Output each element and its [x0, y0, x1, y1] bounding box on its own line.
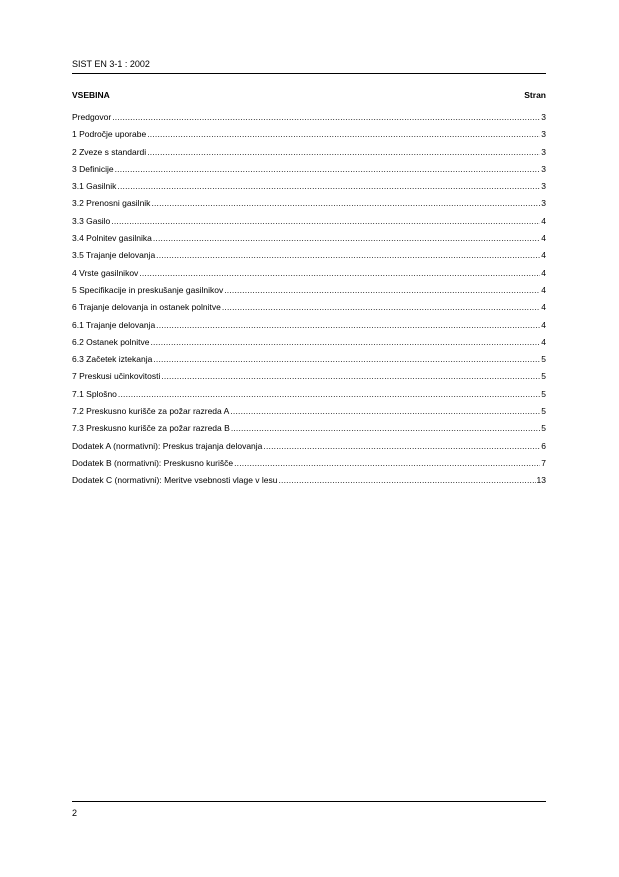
toc-leader-dots [153, 233, 540, 244]
toc-entry[interactable] [72, 354, 546, 371]
toc-entry-title: Dodatek A (normativni): Preskus trajanja delovanja [72, 440, 263, 451]
toc-leader-dots [115, 164, 541, 175]
toc-leader-dots [224, 285, 540, 296]
toc-entry[interactable] [72, 216, 546, 233]
toc-entry[interactable] [72, 389, 546, 406]
toc-heading: VSEBINA [72, 90, 110, 100]
toc-leader-dots [230, 406, 540, 417]
toc-entry-page: 4 [541, 336, 546, 347]
toc-page-column-label: Stran [524, 90, 546, 100]
toc-entry[interactable] [72, 129, 546, 146]
toc-entry-page: 3 [541, 129, 546, 140]
toc-entry[interactable] [72, 441, 546, 458]
toc-entry-page: 4 [541, 250, 546, 261]
toc-entry[interactable] [72, 371, 546, 388]
toc-entry-title: 6.3 Začetek iztekanja [72, 354, 153, 365]
document-header-title: SIST EN 3-1 : 2002 [72, 59, 150, 69]
toc-entry-page: 6 [541, 440, 546, 451]
toc-entry-title: 3.2 Prenosni gasilnik [72, 198, 151, 209]
toc-entry-page: 3 [541, 181, 546, 192]
toc-entry-title: 7.1 Splošno [72, 388, 117, 399]
toc-entry-page: 5 [541, 388, 546, 399]
toc-entry-page: 5 [541, 423, 546, 434]
toc-entry-page: 4 [541, 319, 546, 330]
toc-entry[interactable] [72, 268, 546, 285]
toc-entry-page: 5 [541, 354, 546, 365]
toc-entry[interactable] [72, 475, 546, 492]
toc-leader-dots [112, 112, 540, 123]
toc-entry[interactable] [72, 423, 546, 440]
toc-entry-title: Dodatek B (normativni): Preskusno kurišče [72, 457, 234, 468]
toc-leader-dots [111, 216, 540, 227]
toc-entry-title: 6.2 Ostanek polnitve [72, 336, 150, 347]
toc-leader-dots [156, 320, 540, 331]
toc-entry-title: Predgovor [72, 112, 112, 122]
toc-leader-dots [279, 475, 536, 486]
toc-leader-dots [118, 389, 540, 400]
toc-entry-page: 3 [541, 112, 546, 122]
toc-leader-dots [147, 129, 540, 140]
toc-leader-dots [234, 458, 540, 469]
toc-entry-page: 4 [541, 233, 546, 244]
toc-heading-row [72, 90, 546, 101]
toc-leader-dots [153, 354, 540, 365]
toc-entry[interactable] [72, 112, 546, 129]
header-divider [72, 73, 546, 74]
toc-leader-dots [151, 198, 540, 209]
toc-entry-page: 3 [541, 163, 546, 174]
toc-entry[interactable] [72, 198, 546, 215]
toc-entry[interactable] [72, 406, 546, 423]
toc-entry-title: 5 Specifikacije in preskušanje gasilnikov [72, 284, 224, 295]
toc-leader-dots [263, 441, 540, 452]
footer-divider [72, 801, 546, 802]
toc-entry[interactable] [72, 320, 546, 337]
toc-entry[interactable] [72, 458, 546, 475]
toc-entry[interactable] [72, 250, 546, 267]
toc-entry-page: 4 [541, 215, 546, 226]
toc-entry-title: 6 Trajanje delovanja in ostanek polnitve [72, 302, 221, 313]
toc-entry-title: 1 Področje uporabe [72, 129, 147, 140]
toc-entry[interactable] [72, 233, 546, 250]
toc-entry[interactable] [72, 302, 546, 319]
toc-leader-dots [117, 181, 540, 192]
toc-entry[interactable] [72, 337, 546, 354]
toc-leader-dots [139, 268, 540, 279]
toc-leader-dots [161, 371, 540, 382]
toc-entry-title: 2 Zveze s standardi [72, 146, 147, 157]
toc-entry-title: 7 Preskusi učinkovitosti [72, 371, 161, 382]
toc-leader-dots [222, 302, 540, 313]
toc-entry-title: 3 Definicije [72, 163, 114, 174]
toc-leader-dots [156, 250, 540, 261]
toc-entry-title: 3.3 Gasilo [72, 215, 111, 226]
toc-entry[interactable] [72, 164, 546, 181]
toc-entry-page: 13 [536, 475, 546, 486]
toc-entry-title: 3.5 Trajanje delovanja [72, 250, 156, 261]
toc-entry-page: 3 [541, 198, 546, 209]
footer-page-number: 2 [72, 808, 78, 818]
toc-entry-page: 4 [541, 302, 546, 313]
toc-entry-title: 4 Vrste gasilnikov [72, 267, 139, 278]
toc-entry-page: 5 [541, 371, 546, 382]
toc-entry-title: 7.3 Preskusno kurišče za požar razreda B [72, 423, 230, 434]
toc-entry-page: 3 [541, 146, 546, 157]
toc-entry-page: 4 [541, 284, 546, 295]
table-of-contents [72, 112, 546, 493]
toc-entry-title: 6.1 Trajanje delovanja [72, 319, 156, 330]
toc-entry-title: 3.4 Polnitev gasilnika [72, 233, 152, 244]
toc-entry[interactable] [72, 285, 546, 302]
toc-leader-dots [147, 147, 540, 158]
toc-entry[interactable] [72, 147, 546, 164]
toc-entry-page: 5 [541, 406, 546, 417]
toc-entry-title: 3.1 Gasilnik [72, 181, 117, 192]
toc-leader-dots [151, 337, 541, 348]
toc-entry-page: 7 [541, 457, 546, 468]
toc-entry[interactable] [72, 181, 546, 198]
toc-leader-dots [231, 423, 540, 434]
toc-entry-page: 4 [541, 267, 546, 278]
toc-entry-title: 7.2 Preskusno kurišče za požar razreda A [72, 406, 230, 417]
toc-entry-title: Dodatek C (normativni): Meritve vsebnosti vlage v lesu [72, 475, 278, 486]
